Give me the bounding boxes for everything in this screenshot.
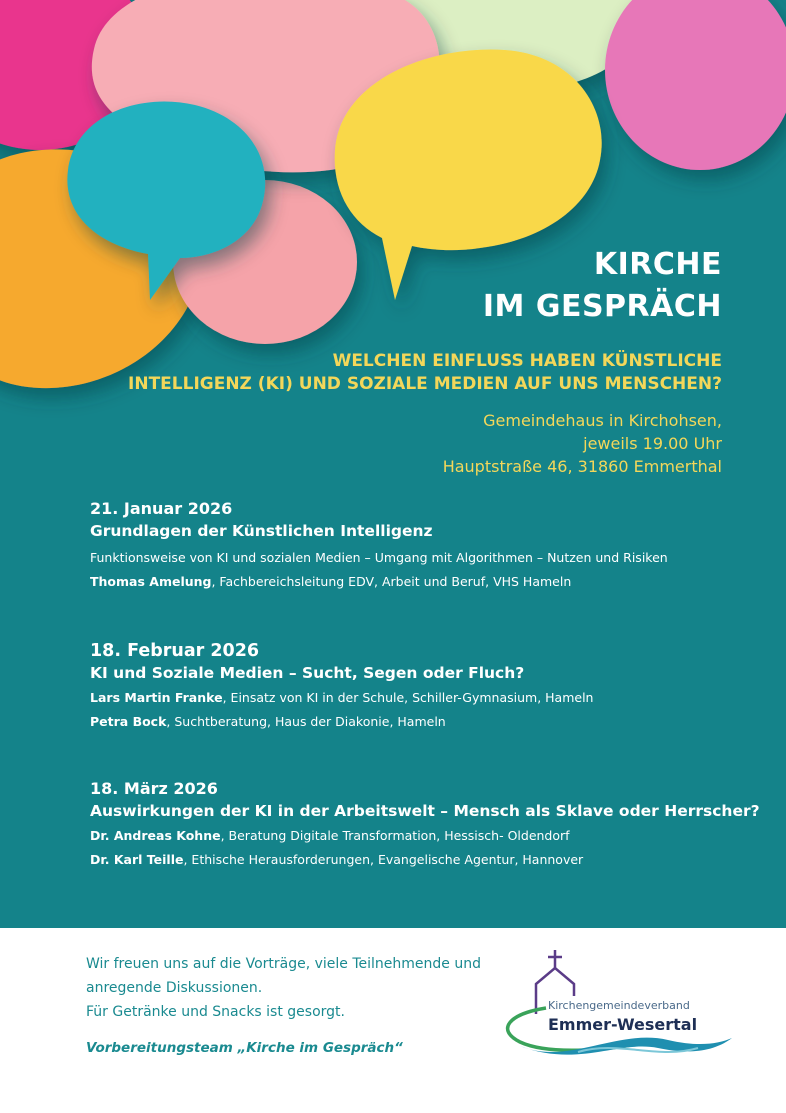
event-topic: Auswirkungen der KI in der Arbeitswelt – Mensch als Sklave oder Herrscher? bbox=[90, 802, 760, 820]
venue-line-3: Hauptstraße 46, 31860 Emmerthal bbox=[442, 457, 722, 476]
pink-right-bubble-shape bbox=[605, 0, 786, 170]
organizing-team: Vorbereitungsteam „Kirche im Gespräch“ bbox=[86, 1040, 403, 1056]
speaker-detail: , Suchtberatung, Haus der Diakonie, Hameln bbox=[166, 714, 446, 729]
event-february bbox=[90, 640, 750, 734]
footer-message bbox=[86, 952, 481, 1024]
speaker-name: Petra Bock bbox=[90, 714, 167, 729]
event-topic: KI und Soziale Medien – Sucht, Segen oder Fluch? bbox=[90, 664, 525, 682]
event-date: 18. Februar 2026 bbox=[90, 641, 260, 661]
event-topic: Grundlagen der Künstlichen Intelligenz bbox=[90, 522, 433, 540]
venue-line-2: jeweils 19.00 Uhr bbox=[583, 434, 722, 453]
footer-line-3: Für Getränke und Snacks ist gesorgt. bbox=[86, 1004, 345, 1020]
speaker-name: Dr. Karl Teille bbox=[90, 852, 184, 867]
speaker-name: Thomas Amelung bbox=[90, 574, 212, 589]
speaker-detail: , Beratung Digitale Transformation, Hessisch- Oldendorf bbox=[220, 828, 570, 843]
question-line-2: INTELLIGENZ (KI) UND SOZIALE MEDIEN AUF UNS MENSCHEN? bbox=[128, 374, 722, 394]
event-date: 21. Januar 2026 bbox=[90, 499, 233, 518]
event-january bbox=[90, 498, 750, 594]
series-question bbox=[128, 350, 722, 396]
venue-line-1: Gemeindehaus in Kirchohsen, bbox=[483, 411, 722, 430]
footer-line-1: Wir freuen uns auf die Vorträge, viele Teilnehmende und bbox=[86, 956, 482, 972]
speaker-line bbox=[90, 824, 750, 848]
title-line-2: IM GESPRÄCH bbox=[482, 289, 722, 324]
logo-organization: Kirchengemeindeverband bbox=[548, 999, 690, 1012]
page-title bbox=[483, 244, 722, 328]
speaker-detail: , Einsatz von KI in der Schule, Schiller-Gymnasium, Hameln bbox=[222, 690, 594, 705]
speaker-detail: , Fachbereichsleitung EDV, Arbeit und Beruf, VHS Hameln bbox=[211, 574, 572, 589]
event-march bbox=[90, 778, 760, 872]
venue-info bbox=[443, 409, 722, 478]
speaker-line bbox=[90, 570, 750, 594]
title-line-1: KIRCHE bbox=[593, 247, 722, 282]
speaker-name: Dr. Andreas Kohne bbox=[90, 828, 221, 843]
footer-line-2: anregende Diskussionen. bbox=[86, 980, 263, 996]
event-date: 18. März 2026 bbox=[90, 779, 218, 798]
speaker-name: Lars Martin Franke bbox=[90, 690, 223, 705]
logo-name: Emmer-Wesertal bbox=[548, 1015, 698, 1034]
speaker-detail: , Ethische Herausforderungen, Evangelische Agentur, Hannover bbox=[183, 852, 584, 867]
speaker-line bbox=[90, 848, 750, 872]
speaker-line bbox=[90, 710, 750, 734]
question-line-1: WELCHEN EINFLUSS HABEN KÜNSTLICHE bbox=[332, 351, 722, 371]
event-description: Funktionsweise von KI und sozialen Medien – Umgang mit Algorithmen – Nutzen und Risiken bbox=[90, 550, 668, 565]
speaker-line bbox=[90, 686, 750, 710]
